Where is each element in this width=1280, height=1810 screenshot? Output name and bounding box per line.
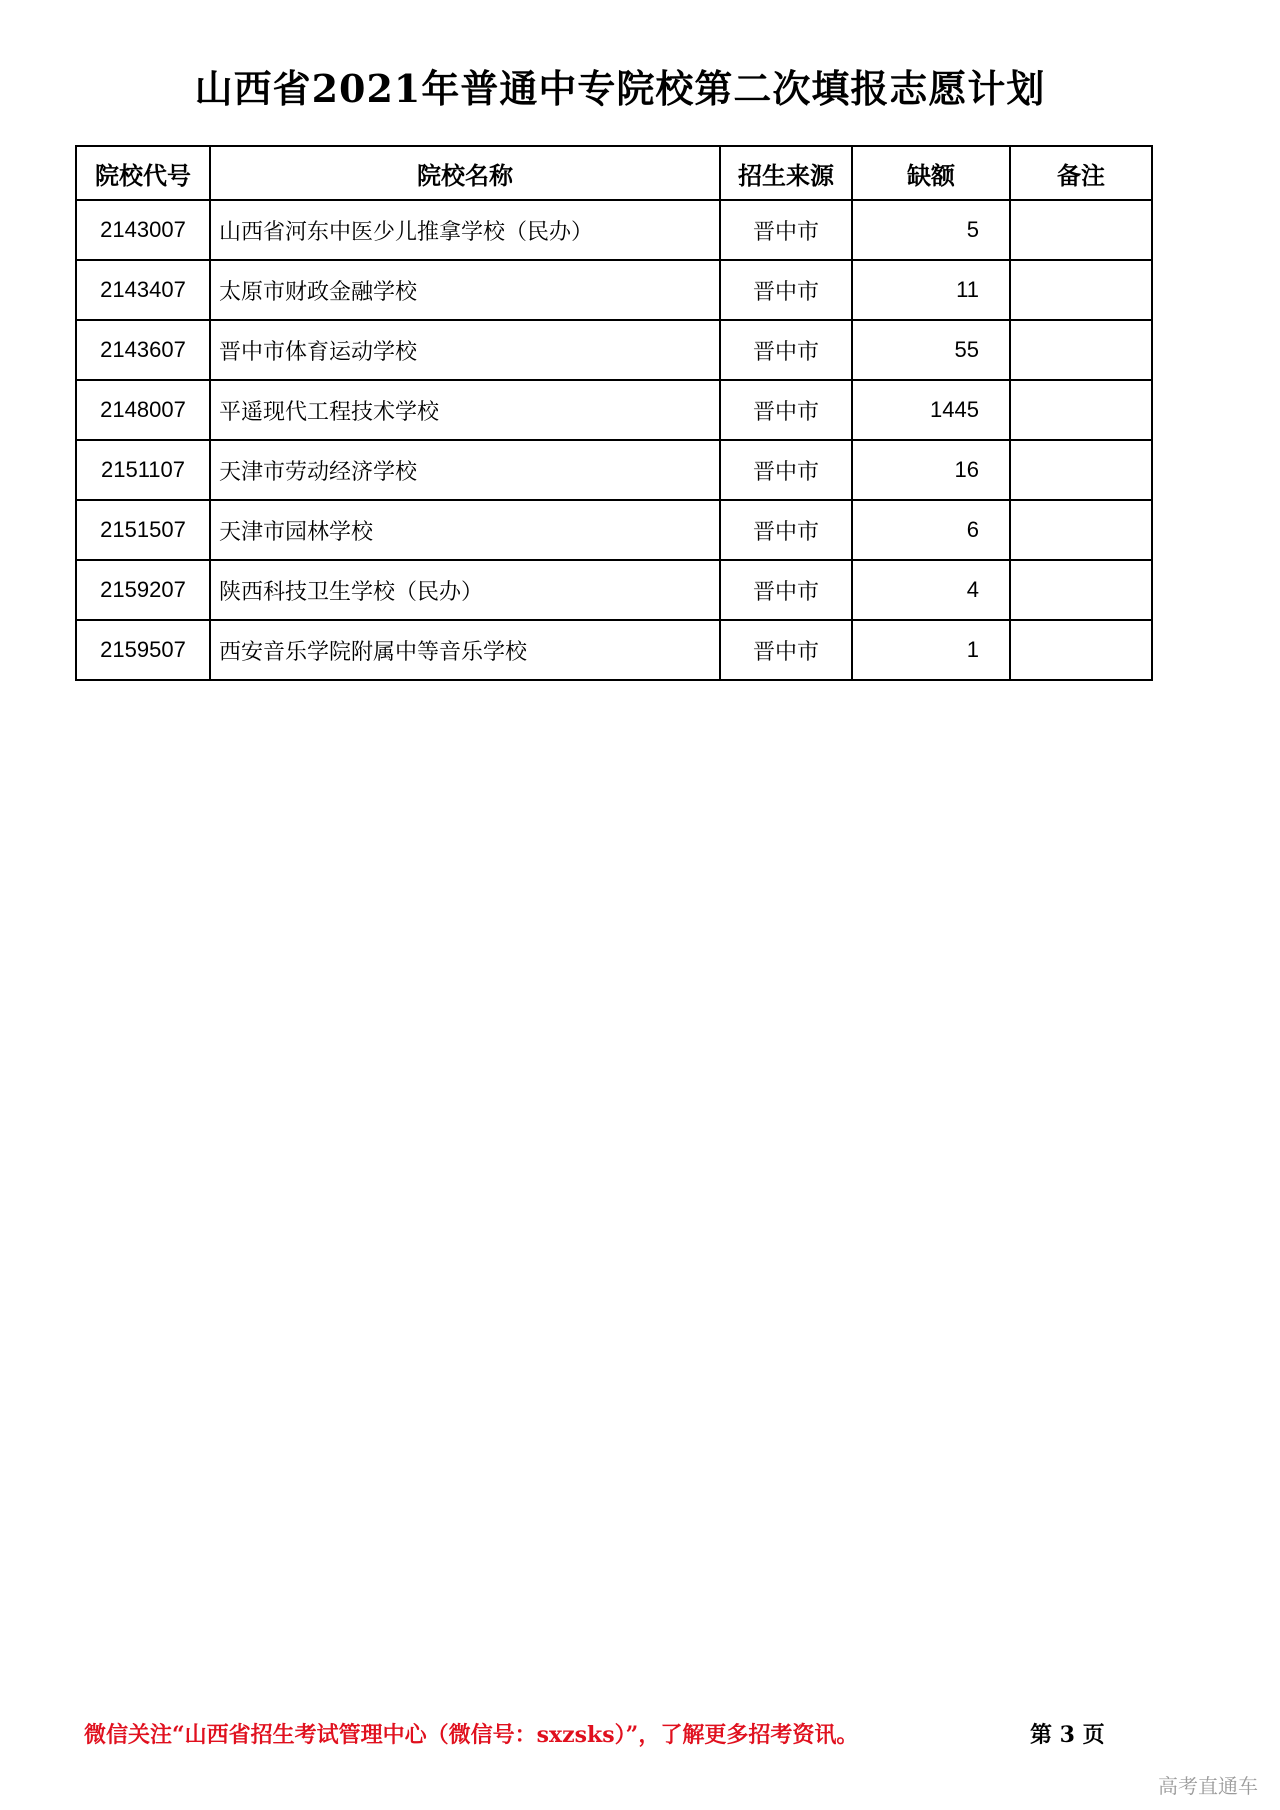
table-row	[76, 560, 1152, 620]
cell-note	[1010, 620, 1152, 680]
cell-source: 晋中市	[720, 620, 852, 680]
cell-vacancy: 1	[852, 620, 1010, 680]
cell-source: 晋中市	[720, 500, 852, 560]
cell-source: 晋中市	[720, 560, 852, 620]
table-row	[76, 200, 1152, 260]
cell-note	[1010, 320, 1152, 380]
cell-name: 山西省河东中医少儿推拿学校（民办）	[210, 200, 720, 260]
table-row	[76, 440, 1152, 500]
cell-source: 晋中市	[720, 200, 852, 260]
cell-name: 太原市财政金融学校	[210, 260, 720, 320]
header-note: 备注	[1010, 146, 1152, 200]
cell-name: 西安音乐学院附属中等音乐学校	[210, 620, 720, 680]
cell-source: 晋中市	[720, 380, 852, 440]
cell-code: 2143607	[76, 320, 210, 380]
cell-name: 陕西科技卫生学校（民办）	[210, 560, 720, 620]
cell-note	[1010, 440, 1152, 500]
cell-code: 2143007	[76, 200, 210, 260]
cell-vacancy: 55	[852, 320, 1010, 380]
page-number: 第 3 页	[1030, 1722, 1105, 1748]
cell-note	[1010, 380, 1152, 440]
cell-source: 晋中市	[720, 320, 852, 380]
cell-source: 晋中市	[720, 260, 852, 320]
cell-vacancy: 11	[852, 260, 1010, 320]
cell-code: 2151507	[76, 500, 210, 560]
cell-code: 2151107	[76, 440, 210, 500]
cell-name: 天津市园林学校	[210, 500, 720, 560]
cell-vacancy: 16	[852, 440, 1010, 500]
header-code: 院校代号	[76, 146, 210, 200]
header-vacancy: 缺额	[852, 146, 1010, 200]
header-name: 院校名称	[210, 146, 720, 200]
document-title: 山西省2021年普通中专院校第二次填报志愿计划	[194, 66, 1046, 111]
cell-name: 天津市劳动经济学校	[210, 440, 720, 500]
watermark-text: 高考直通车	[1158, 1774, 1258, 1798]
cell-code: 2159507	[76, 620, 210, 680]
cell-note	[1010, 560, 1152, 620]
table-row	[76, 260, 1152, 320]
cell-code: 2148007	[76, 380, 210, 440]
wechat-notice: 微信关注“山西省招生考试管理中心（微信号：sxzsks）”，了解更多招考资讯。	[84, 1722, 859, 1748]
cell-vacancy: 1445	[852, 380, 1010, 440]
plan-table	[75, 145, 1153, 681]
table-row	[76, 380, 1152, 440]
header-source: 招生来源	[720, 146, 852, 200]
cell-vacancy: 6	[852, 500, 1010, 560]
table-row	[76, 500, 1152, 560]
cell-name: 晋中市体育运动学校	[210, 320, 720, 380]
cell-note	[1010, 200, 1152, 260]
cell-note	[1010, 260, 1152, 320]
cell-vacancy: 4	[852, 560, 1010, 620]
cell-source: 晋中市	[720, 440, 852, 500]
cell-code: 2159207	[76, 560, 210, 620]
cell-code: 2143407	[76, 260, 210, 320]
cell-vacancy: 5	[852, 200, 1010, 260]
cell-name: 平遥现代工程技术学校	[210, 380, 720, 440]
table-header-row	[76, 146, 1152, 200]
table-row	[76, 320, 1152, 380]
cell-note	[1010, 500, 1152, 560]
table-row	[76, 620, 1152, 680]
